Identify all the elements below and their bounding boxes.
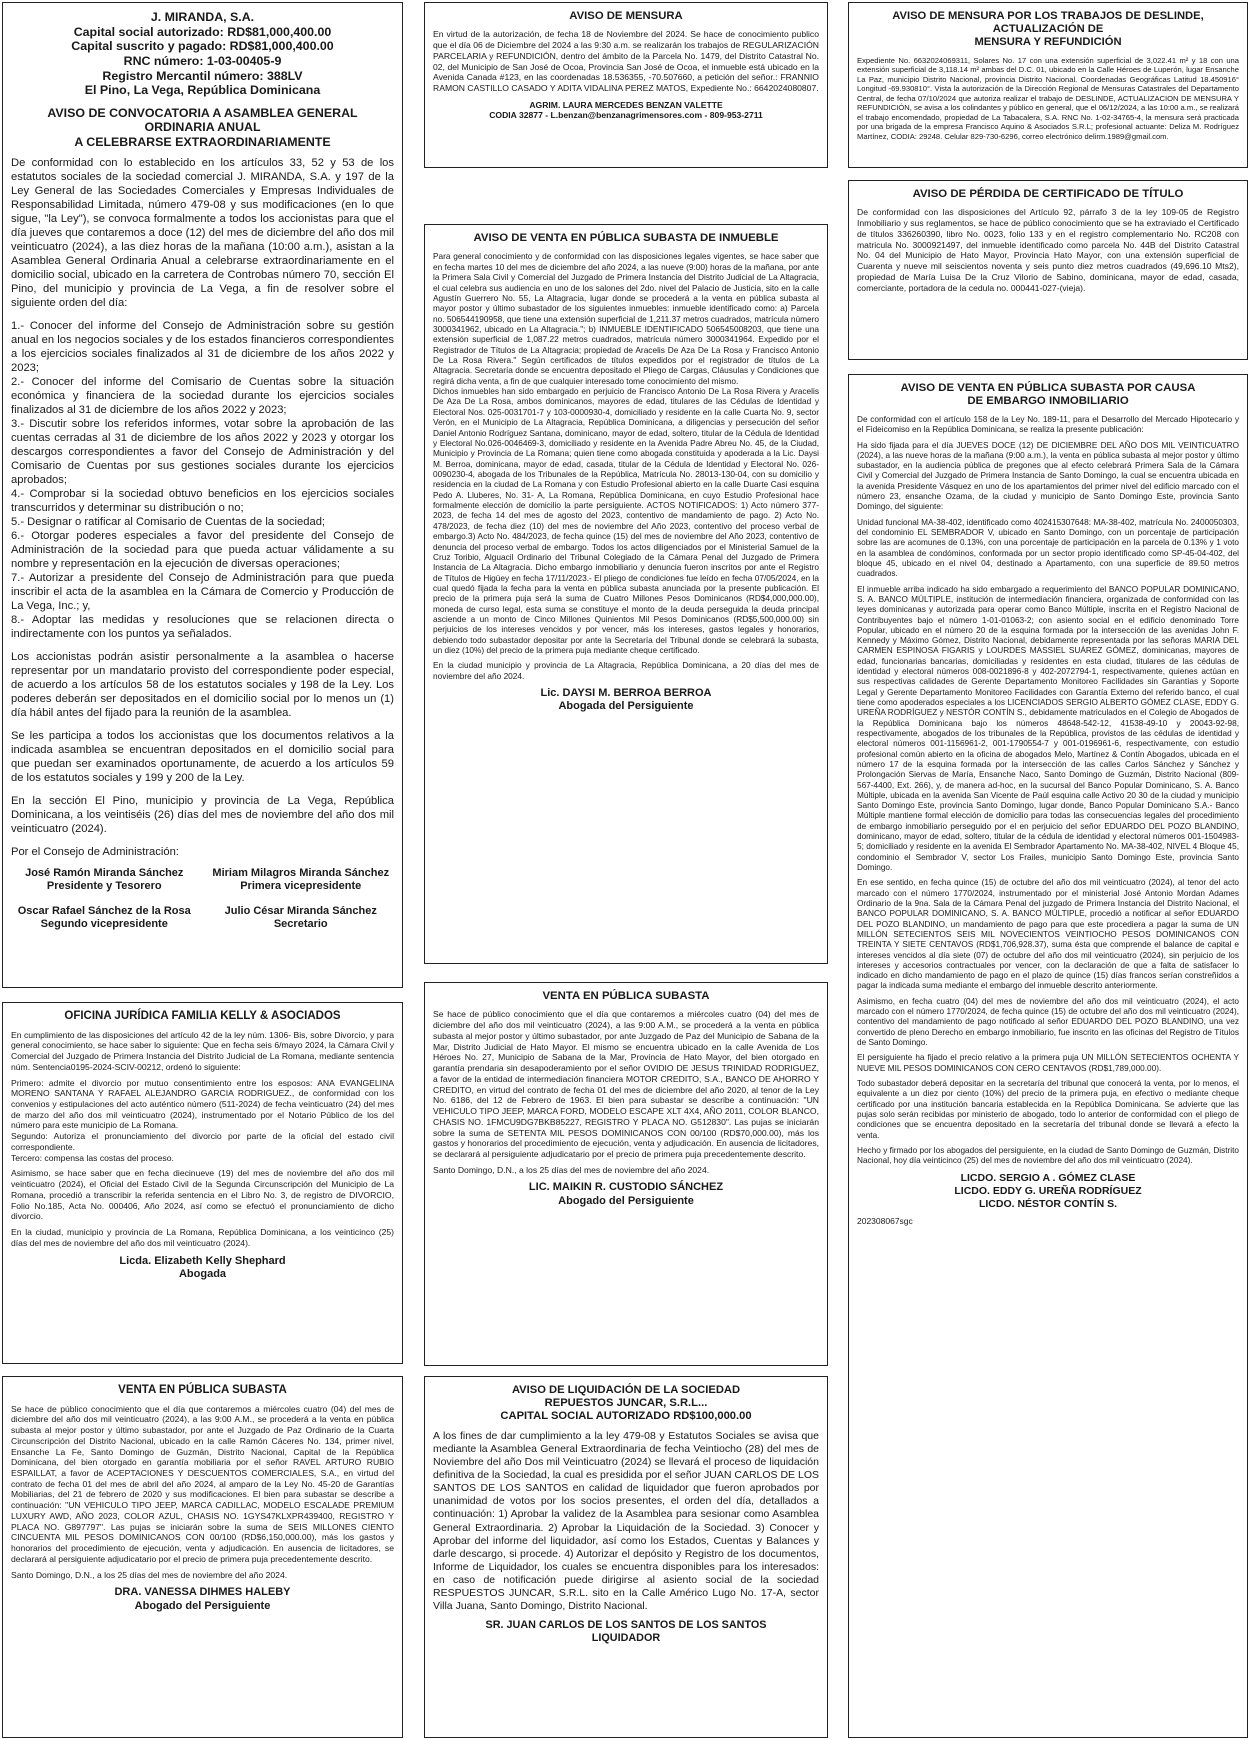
agenda-item: 6.- Otorgar poderes especiales a favor del presidente del Consejo de Administración de la sociedad para que pueda actuar válidamente a su nombre y representación en la ejecución de diversas operaciones; — [11, 529, 394, 570]
paragraph: Unidad funcional MA-38-402, identificado como 402415307648: MA-38-402, matrícula No. 2400050303, del condominio EL SEMBRADOR V, ubicado en Santo Domingo, con un porcentaje de participación sobre las are acomunes de 0.13%, con una porcentaje de participación en la parcela de 0.13% y 1 voto en la asamblea de condóminos, conformada por un sector propio identificado como SP-45-04-402, del bloque 45, ubicado en el nivel 04, destinado a Apartamento, con una superficie de 89.50 metros cuadrados. — [857, 517, 1239, 579]
signature: Licda. Elizabeth Kelly Shephard Abogada — [119, 1254, 286, 1280]
notice-title: AVISO DE MENSURA POR LOS TRABAJOS DE DESLINDE, ACTUALIZACIÓN DE MENSURA Y REFUNDICIÓN — [892, 10, 1204, 49]
notice-title: VENTA EN PÚBLICA SUBASTA — [542, 990, 710, 1002]
notice-body — [857, 207, 1239, 293]
notice-oficina-kelly — [2, 1002, 403, 1364]
agenda-list — [11, 319, 394, 641]
notice-title: AVISO DE LIQUIDACIÓN DE LA SOCIEDAD REPUESTOS JUNCAR, S.R.L... CAPITAL SOCIAL AUTORIZADO RD$100,000.00 — [500, 1384, 752, 1423]
paragraph: Santo Domingo, D.N., a los 25 días del mes de noviembre del año 2024. — [11, 1569, 288, 1580]
notice-body — [11, 1030, 394, 1249]
signer: José Ramón Miranda Sánchez Presidente y Tesorero — [25, 866, 184, 892]
notice-title: VENTA EN PÚBLICA SUBASTA — [118, 1384, 287, 1396]
notice-body — [433, 251, 819, 681]
paragraph: Se hace de público conocimiento que el día que contaremos a miércoles cuatro (04) del mes de diciembre del año dos mil veinticuatro (2024), a las 9:00 A.M., se procederá a la venta en pública subasta al mejor postor y último subastador, por ante el Juzgado de Paz Ordinario de la Cuarta Circunscripción del Distrito Nacional, ubicado en la calle Ramón Cáceres No. 134, primer nivel, Ensanche La Fe, Santo Domingo de Guzmán, Distrito Nacional, Capital de la República Dominicana, del bien otorgado en garantía mobiliaria por el señor RAVEL ARTURO RUBIO ESPAILLAT, a favor de ACEPTACIONES Y DESCUENTOS COMERCIALES, S.A., en virtud del contrato de fecha 01 del mes de abril del año 2024, al amparo de la Ley No. 45-20 de Garantías Mobiliarias, del 21 de febrero de 2020 y sus modificaciones. El bien para subastar se describe a continuación: "UN VEHICULO TIPO JEEP, MARCA CADILLAC, MODELO ESCALADE PREMIUM LUXURY AWD, AÑO 2023, COLOR AZUL, CHASIS NO. 1GYS47KLXPR439400, REGISTRO Y PLACA NO. G897797". Las pujas se iniciarán sobre la suma de SEIS MILLONES CIENTO CINCUENTA MIL PESOS DOMINICANOS CON 00/100 (RD$6,150,000.00), más los gastos y honorarios del procedimiento de ejecución, venta y adjudicación. En ausencia de licitadores, se declarará al persiguiente adjudicatario por el precio de primera puja precedentemente descrito. — [11, 1403, 394, 1564]
paragraph: En virtud de la autorización, de fecha 18 de Noviembre del 2024. Se hace de conocimiento publico que el día 06 de Diciembre del 2024 a las 9:30 a.m. se realizarán los trabajos de REGULARIZACIÓN PARCELARIA y REFUNDICIÓN, dentro del ámbito de la Parcela No. 1479, del Distrito Catastral No. 02, del Municipio de San José de Ocoa, Provincia San José de Ocoa, el inmueble está ubicado en la Avenida Canada #123, en las coordenadas 18.536355, -70.507660, a petición del señor.: FRANNIO RAMON CASTILLO CASADO Y ADITA VIDALINA PEREZ MATOS, Expediente No.: 6642024080807. — [433, 29, 819, 93]
paragraph: Todo subastador deberá depositar en la secretaría del tribunal que conocerá la venta, por lo menos, el equivalente a un diez por ciento (10%) del precio de la primera puja, en efectivo o mediante cheque certificado por una institución bancaria establecida en la República Dominicana. Se advierte que las pujas solo serán recibidas por ministerio de abogado, todo lo anterior de conformidad con el pliego de condiciones que se encuentra depositado en la secretaría del tribunal donde se llevará a efecto la venta. — [857, 1078, 1239, 1140]
paragraph: En cumplimiento de las disposiciones del artículo 42 de la ley núm. 1306- Bis, sobre Divorcio, y para general conocimiento, se hace saber lo siguiente: Que en fecha seis 6/mayo 2024, la Cámara Civil y Comercial del Juzgado de Primera Instancia del Distrito Judicial de La Romana, mediante sentencia núm. Sentencia0195-2024-SCIV-00212, ordenó lo siguiente: — [11, 1029, 394, 1072]
paragraph: Asimismo, se hace saber que en fecha diecinueve (19) del mes de noviembre del año dos mil veinticuatro (2024), el Oficial del Estado Civil de la Segunda Circunscripción del Municipio de La Romana, procedió a transcribir la referida sentencia en el Libro No. 3, de registro de DIVORCIO, Folio No.185, Acta No. 000406, Año 2024, así como se efectuó el pronunciamiento de dicho divorcio. — [11, 1168, 394, 1222]
paragraph: En ese sentido, en fecha quince (15) de octubre del año dos mil veinticuatro (2024), al tenor del acto marcado con el número 1770/2024, instrumentado por el ministerial José Antonio Mordan Adames Ordinario de la 9na. Sala de la Cámara Penal del juzgado de Primera Instancia del Distrito Nacional, el BANCO POPULAR DOMINICANO, S. A. BANCO MÚLTIPLE, procedió a notificar al señor EDUARDO DEL POZO BLANDINO, un mandamiento de pago para que este procediera a pagar la suma de UN MILLÓN SETECIENTOS SEIS MIL NOVECIENTOS VEINTIOCHO PESOS DOMINICANOS CON TREINTA Y SIETE CENTAVOS (RD$1,706,928.37), suma ésta que comprende el balance de capital e intereses vencidos al día siete (07) de octubre del año dos mil veinticuatro (2024), sin perjuicio de los intereses y accesorios contractuales por vencer, con la declaración de que a falta de satisfacer lo indicado en dicho mandamiento de pago en el plazo de quince (15) días francos serían constreñidos a pagar la indicada suma mediante el embargo del inmueble descrito anteriormente. — [857, 878, 1239, 991]
notice-venta-subasta-cadillac — [2, 1376, 403, 1738]
signers-grid — [11, 867, 394, 932]
signer: Julio César Miranda Sánchez Secretario — [224, 905, 377, 931]
paragraph: Se hace de público conocimiento que el día que contaremos a miércoles cuatro (04) del mes de diciembre del año dos mil veinticuatro (2024), a las 9:00 A.M., se procederá a la venta en pública subasta al mejor postor y último subastador, por ante Juzgado de Paz del Municipio de Sabana de la Mar, Distrito Judicial de Hato Mayor. El mismo se encuentra ubicado en la calle Avenida de Los Héroes No. 27, Municipio de Sabana de la Mar, Provincia de Hato Mayor, del bien otorgado en garantía prendaria sin desapoderamiento por el señor OVIDIO DE JESUS TRINIDAD RODRIGUEZ, a favor de la entidad de intermediación financiera MOTOR CREDITO, S.A., BANCO DE AHORRO Y CREDITO, en virtud del contrato de fecha 01 del mes de diciembre del año 2020, al tenor de la Ley No. 6186, del 12 de Febrero de 1963. El bien para subastar se describe a continuación: "UN VEHICULO TIPO JEEP, MARCA FORD, MODELO ESCAPE XLT 4X4, AÑO 2011, COLOR BLANCO, CHASIS NO. 1FMCU9DG7BKB85227, REGISTRO Y PLACA NO. G512830". Las pujas se iniciarán sobre la suma de SETENTA MIL PESOS DOMINICANOS CON 00/100 (RD$70,000.00), más los gastos y honorarios del procedimiento de ejecución, venta y adjudicación. En ausencia de licitadores, se declarará al persiguiente adjudicatario por el precio de primera puja precedentemente descrito. — [433, 1009, 819, 1159]
notice-embargo-inmobiliario — [848, 374, 1248, 1738]
notice-body — [11, 156, 394, 859]
notice-liquidacion-juncar — [424, 1376, 828, 1738]
paragraph: Expediente No. 6632024069311, Solares No. 17 con una extensión superficial de 3,022.41 m² y 18 con una extensión superficial de 3,118.14 m² ambas del D.C. 01, ubicado en la Calle Héroes de Luperón, lugar Ensanche La Paz, municipio Distrito Nacional, provincia Distrito Nacional. Coordenadas Geográficas Latitud 18.450916° Longitud -69.930810°. Vista la autorización de la Dirección Regional de Mensuras Catastrales del Departamento Central, de fecha 07/10/2024 que autoriza realizar el trabajo de DESLINDE, ACTUALIZACION DE MENSURA Y REFUNDICIÓN, se avisa a los colindantes y público en general, que el 06/12/2024, a las 10:00 a.m., se realizará el trabajo encomendado, propiedad de La Tabacalera, S.A. RNC No. 1-02-34765-4, la mensura será practicada por una brigada de la empresa Francisco Aquino & Asociados S.R.L; profesional actuante: Deliza M. Rodríguez Martínez, CODIA: 29248. Celular 829-730-6296, correo electrónico delirm.1989@gmail.com. — [857, 55, 1239, 141]
intro-paragraph: De conformidad con lo establecido en los artículos 33, 52 y 53 de los estatutos sociales de la sociedad comercial J. MIRANDA, S.A. y 197 de la Ley General de las Sociedades Comerciales y Empresas Individuales de Responsabilidad Limitada, número 479-08 y sus modificaciones (en lo que sigue, "la Ley"), se convoca formalmente a todos los accionistas para que el día jueves que contaremos a doce (12) del mes de diciembre del año dos mil veinticuatro (2024), a las diez horas de la mañana (10:00 a.m.), asistan a la Asamblea General Ordinaria Anual a celebrarse extraordinariamente en el domicilio social, ubicado en la carretera de Controbas número 70, sección El Pino, del municipio y provincia de La Vega, a fin de resolver sobre el siguiente orden del día: — [11, 156, 394, 309]
agenda-item: 4.- Comprobar si la sociedad obtuvo beneficios en los ejercicios sociales transcurridos y determinar su distribución o no; — [11, 487, 394, 514]
notice-venta-subasta-ford — [424, 982, 828, 1366]
notice-title: AVISO DE PÉRDIDA DE CERTIFICADO DE TÍTULO — [912, 188, 1184, 200]
paragraph: De conformidad con el artículo 158 de la Ley No. 189-11, para el Desarrollo del Mercado Hipotecario y el Fideicomiso en la República Dominicana, se realiza la presente publicación: — [857, 414, 1239, 435]
paragraph: El inmueble arriba indicado ha sido embargado a requerimiento del BANCO POPULAR DOMINICANO, S. A. BANCO MÚLTIPLE, institución de intermediación financiera, organizada de conformidad con las leyes dominicanas y autorizada para operar como Banco Múltiple, inscrita en el Registro Nacional de Contribuyentes bajo el número 1-01-01063-2; con asiento social en el edificio denominado Torre Popular, ubicado en el número 20 de la esquina formada por la intersección de las avenidas John F. Kennedy y Máximo Gómez, Distrito Nacional, debidamente representada por las señoras MARIA DEL CARMEN ESPINOSA FIGARIS y LOURDES MASSIEL SUÁREZ GÓMEZ, dominicanas, mayores de edad, funcionarias bancarias, domiciliadas y residentes en esta ciudad, titulares de las cédulas de identidad y electoral números 008-0021896-8 y 402-2072794-1, respectivamente, quienes actúan en sus respectivas calidades de Gerente Departamento Monitoreo Facilidades sin Garantías y Soporte Legal y Gerente Departamento Monitoreo Facilidades con Garantía Externo del referido banco, el cual tiene como apoderados especiales a los LICENCIADOS SERGIO ALBERTO GÓMEZ CLASE, EDDY G. UREÑA RODRÍGUEZ y NESTÓR CONTÍN S., debidamente matriculados en el Colegio de Abogados de la República Dominicana bajo los números 48648-542-12, 41538-49-10 y 20043-92-98, respectivamente, abogados de los tribunales de la República, provistos de las cédulas de identidad y electoral números 001-1156961-2, 001-1790554-7 y 001-0196961-6, respectivamente, con estudio profesional común abierto en la oficina de abogados Melo, Martínez & Contín Abogados, ubicada en el número 17 de la esquina formada por la intersección de las calles Carlos Sánchez y Sánchez y Prolongación Siervas de María, Ensanche Naco, Santo Domingo de Guzmán, Distrito Nacional (809-567-4400, Ext. 266), y, de manera ad-hoc, en la sucursal del Banco Popular Dominicano, S. A. Banco Múltiple, ubicada en la avenida San Vicente de Paúl esquina calle Activo 20 30 de la ciudad y municipio Santo Domingo Este, provincia Santo Domingo, lugar donde, Banco Popular Dominicano S.A.- Banco Múltiple mantiene formal elección de domicilio para todas las consecuencias legales del procedimiento de embargo inmobiliario perseguido por el en perjuicio del señor EDUARDO DEL POZO BLANDINO, dominicano, mayor de edad, soltero, titular de la cédula de identidad y electoral números 001-1504983-5; domiciliado y residente en la avenida El Sembrador Apartamento No. MA-38-402, NIVEL 4 Bloque 45, condominio el Sembrador V, sector Los Frailes, municipio Santo Domingo Este, provincia Santo Domingo. — [857, 584, 1239, 873]
signature: AGRIM. LAURA MERCEDES BENZAN VALETTE CODIA 32877 - L.benzan@benzanagrimensores.com - 809-953-2711 — [489, 99, 763, 121]
agenda-item: 5.- Designar o ratificar al Comisario de Cuentas de la sociedad; — [11, 515, 326, 528]
notice-body — [433, 1009, 819, 1175]
signer: Oscar Rafael Sánchez de la Rosa Segundo vicepresidente — [17, 905, 191, 931]
signer: Miriam Milagros Miranda Sánchez Primera vicepresidente — [212, 866, 390, 892]
paragraph: En la ciudad, municipio y provincia de La Romana, República Dominicana, a los veinticinco (25) días del mes de noviembre del año dos mil veinticuatro (2024). — [11, 1227, 394, 1248]
notice-title: AVISO DE VENTA EN PÚBLICA SUBASTA POR CAUSA DE EMBARGO INMOBILIARIO — [900, 382, 1196, 408]
paragraph: Hecho y firmado por los abogados del persiguiente, en la ciudad de Santo Domingo de Guzmán, Distrito Nacional, hoy día veinticinco (25) del mes de noviembre del año dos mil veinticuatro (2024). — [857, 1145, 1239, 1166]
notice-body — [433, 1430, 819, 1614]
paragraph: Ha sido fijada para el día JUEVES DOCE (12) DE DICIEMBRE DEL AÑO DOS MIL VEINTICUATRO (2024), a las nueve horas de la mañana (9:00 a.m.), la venta en pública subasta al mejor postor y último subastador, en la audiencia pública de pregones que al efecto celebrará Primera Sala de la Cámara Civil y Comercial del Juzgado de Primera Instancia de Santo Domingo, la cual se encuentra ubicada en la avenida Presidente Vásquez en uno de los apartamientos del primer nivel del edificio marcado con el número 23, ensanche Ozama, de la ciudad y municipio de Santo Domingo Este, provincia Santo Domingo, del siguiente: — [857, 440, 1239, 512]
notice-asamblea-j-miranda — [2, 2, 403, 988]
paragraph: De conformidad con las disposiciones del Artículo 92, párrafo 3 de la ley 109-05 de Registro Inmobiliario y sus reglamentos, se hace de público conocimiento que se ha extraviado el Certificado de títulos 336260390, libro No. 0023, folio 133 y en el registro complementario No. RC208 con matricula No. 3000921497, del inmueble identificado como parcela No. 44B del Distrito Catastral No. 04 del Municipio de Hato Mayor, Provincia Hato Mayor, con una extensión superficial de Cuarenta y nueve mil seiscientos noventa y seis punto diez metros cuadrados (49,696.10 Mts2), propiedad de María Luisa De la Cruz Vilorio de Sabino, dominicana, mayor de edad, casada, comerciante, portadora de la cedula no. 000441-027-(vieja). — [857, 207, 1239, 293]
signature: Lic. DAYSI M. BERROA BERROA Abogada del Persiguiente — [540, 687, 712, 713]
notice-body — [857, 415, 1239, 1167]
notice-perdida-certificado — [848, 180, 1248, 360]
agenda-item: 2.- Conocer del informe del Comisario de Cuentas sobre la situación económica y financiera de la sociedad durante los ejercicios sociales finalizados al 31 de diciembre de los años 2022 y 2023; — [11, 375, 394, 416]
date-paragraph: En la sección El Pino, municipio y provincia de La Vega, República Dominicana, a los veintiséis (26) días del mes de noviembre del año dos mil veinticuatro (2024). — [11, 794, 394, 835]
company-header: J. MIRANDA, S.A. Capital social autorizado: RD$81,000,400.00 Capital suscrito y pagado: RD$81,000,400.00 RNC número: 1-03-00405-9 Registro Mercantil número: 388LV El Pino, La Vega, República Dominicana — [71, 10, 334, 98]
agenda-item: 8.- Adoptar las medidas y resoluciones que se relacionen directa o indirectamente con los puntos ya señalados. — [11, 613, 394, 640]
notice-body — [11, 1404, 394, 1581]
notice-aviso-mensura — [424, 2, 828, 168]
representation-paragraph: Los accionistas podrán asistir personalmente a la asamblea o hacerse representar por un mandatario provisto del correspondiente poder especial, de acuerdo a los artículos 58 de los estatutos sociales y 198 de la Ley. Los poderes deberán ser depositados en el domicilio social por lo menos un (1) día hábil antes del fijado para la reunión de la asamblea. — [11, 650, 394, 719]
agenda-item: 7.- Autorizar a presidente del Consejo de Administración para que pueda inscribir el acta de la asamblea en la Cámara de Comercio y Producción de La Vega, Inc.; y, — [11, 571, 394, 612]
documents-paragraph: Se les participa a todos los accionistas que los documentos relativos a la indicada asamblea se encuentran depositados en el domicilio social para que puedan ser examinados oportunamente, de acuerdo a los artículos 59 de los estatutos sociales y 199 y 200 de la Ley. — [11, 729, 394, 784]
notice-title: OFICINA JURÍDICA FAMILIA KELLY & ASOCIADOS — [64, 1010, 341, 1022]
notice-title: AVISO DE MENSURA — [569, 10, 683, 22]
notice-venta-subasta-inmueble — [424, 224, 828, 964]
paragraph: Asimismo, en fecha cuatro (04) del mes de noviembre del año dos mil veinticuatro (2024), el acto marcado con el número 1770/2024, de fecha quince (15) de octubre del año dos mil veinticuatro (2024), contentivo del mandamiento de pago notificado al señor EDUARDO DEL POZO BLANDINO, una vez convertido de pleno Derecho en embargo inmobiliario, fue inscrito en las oficinas del Registro de Títulos de Santo Domingo. — [857, 996, 1239, 1048]
board-line: Por el Consejo de Administración: — [11, 845, 179, 858]
paragraph: En la ciudad municipio y provincia de La Altagracia, República Dominicana, a 20 días del mes de noviembre del año 2024. — [433, 660, 819, 681]
signature: SR. JUAN CARLOS DE LOS SANTOS DE LOS SANTOS LIQUIDADOR — [485, 1619, 767, 1645]
paragraph: El persiguiente ha fijado el precio relativo a la primera puja UN MILLÓN SETECIENTOS OCHENTA Y NUEVE MIL PESOS DOMINICANOS CON CERO CENTAVOS (RD$1,789,000.00). — [857, 1053, 1239, 1073]
paragraph: Para general conocimiento y de conformidad con las disposiciones legales vigentes, se hace saber que en fecha martes 10 del mes de diciembre del año 2024, a las nueve (9:00) horas de la mañana, por ante la Primera Sala Civil y Comercial del Juzgado de Primera Instancia del Distrito Judicial de La Altagracia, el cual celebra sus audiencia en uno de los salones del 2do. nivel del Palacio de Justicia, sito en la calle Agustín Guerrero No. 55, La Altagracia, lugar donde se procederá a la venta en pública subasta al mayor postor y último subastador de los siguientes inmuebles: inmueble identificado como: a) Parcela no. 506544190958, que tiene una extensión superficial de 1,211.37 metros cuadrados, matrícula número 3000341962, ubicado en La Altagracia."; b) INMUEBLE IDENTIFICADO 506545008203, que tiene una extensión superficial de 1,087.22 metros cuadrados, matrícula número 3000341964. Expedido por el Registrador de Títulos de La Altagracia; propiedad de Aracelis De Aza De La Rosa y Francisco Antonio De La Rosa Rivera." Según certificados de títulos expedidos por el registrador de títulos de La Altagracia. Secretaría donde se encuentra depositado el Pliego de Cargas, Cláusulas y Condiciones que regirá dicha venta, a fin de que cualquier interesado tome conocimiento del mismo. Dichos inmuebles han sido embargado en perjuicio de Francisco Antonio De La Rosa Rivera y Aracelis De Aza De La Rosa, ambos dominicanos, mayores de edad, titulares de las Cédulas de Identidad y Electoral Nos. 025-0031701-7 y 103-0000930-4, domiciliado y residente en la calle Cuarta No. 9, sector Verón, en el Municipio de La Altagracia, República Dominicana, a diligencias y persecución del señor Daniel Antonio Rodríguez Santana, dominicano, mayor de edad, soltero, titular de la Cédula de Identidad y Electoral No.026-0046469-3, domiciliado y residente en la Avenida Padre Abreu No. 45, de la Ciudad, Municipio y Provincia de La Romana; quien tiene como abogada constituida y apoderada a la Lic. Daysi M. Berroa, dominicana, mayor de edad, casada, titular de la Cédula de Identidad y Electoral No. 026-0090230-4, abogada de los Tribunales de la República, Matrícula No. 28013-130-04, con su domicilio y residencia en la ciudad de La Romana y con Estudio Profesional abierto en la calle Duarte Casi esquina Pedo A. Lluberes, No. 31- A, La Romana, República Dominicana, en cuyo Estudio Profesional hace formalmente elección de domicilio la parte persiguiente. ACTOS NOTIFICADOS: 1) Acto número 377-2023, de fecha 14 del mes de agosto del 2023, contentivo de mandamiento de pago. 2) Acto No. 478/2023, de fecha diez (10) del mes de noviembre del Año 2023, contentivo del proceso verbal de embargo.3) Acto No. 484/2023, de fecha quince (15) del mes de noviembre del Año 2023, contentivo de denuncia del proceso verbal de embargo. Todos los actos diligenciados por el Ministerial Samuel de la Cruz Toribio, Alguacil Ordinario del Tribunal Colegiado de la Cámara Penal del Juzgado de Primera Instancia de La Altagracia. Dicho embargo inmobiliario y denuncia fueron inscritos por ante el Registro de Títulos de Higüey en fecha 17/11/2023.- El pliego de condiciones fue leído en fecha 07/05/2024, en la cual quedó fijada la fecha para la venta en pública subasta anunciada por la presente publicación. El precio de la primera puja será la suma de Cuatro Millones Pesos Dominicanos (RD$4,000,000.00), moneda de curso legal, esta suma se constituye el monto de la deuda perseguida la deuda principal asciende a un monto de Cinco Millones Quinientos Mil Pesos Dominicanos (RD$5,500,000.00) sin perjuicios de los intereses vencidos y por vencer, más los intereses, gastos legales y honorarios, debiendo todo subastador depositar por ante la Secretaría del Tribunal donde se celebrará la subasta, un diez (10%) del precio de la primera puja mediante cheque certificado. — [433, 251, 819, 656]
signature: DRA. VANESSA DIHMES HALEBY Abogado del Persiguiente — [114, 1586, 291, 1612]
notice-body — [857, 56, 1239, 141]
signature: LICDO. SERGIO A . GÓMEZ CLASE LICDO. EDDY G. UREÑA RODRÍGUEZ LICDO. NÉSTOR CONTÍN S. — [954, 1172, 1142, 1210]
paragraph: A los fines de dar cumplimiento a la ley 479-08 y Estatutos Sociales se avisa que mediante la Asamblea General Extraordinaria de fecha Veintiocho (28) del mes de Noviembre del año Dos mil Veinticuatro (2024) se llevará el proceso de liquidación definitiva de la Sociedad, la cual es presidida por el señor JUAN CARLOS DE LOS SANTOS DE LOS SANTOS en calidad de liquidador que fueron aprobados por unanimidad de votos por los socios presentes, el orden del día, detallados a continuación: 1) Aprobar la validez de la Asamblea para sesionar como Asamblea General Extraordinaria. 2) Aprobar la Liquidación de la Sociedad. 3) Conocer y Aprobar del informe del liquidador, así como los Estados, Cuentas y Balances y darle descargo, si procede. 4) Autorizar el depósito y Registro de los documentos, Informe de Liquidador, los cuales se encuentra disponibles para los interesados: en caso de notificación puede dirigirse al asiento social de la sociedad RESPUESTOS JUNCAR, S.R.L. sito en la Calle Américo Lugo No. 17-A, sector Villa Juana, Santo Domingo, Distrito Nacional. — [433, 1429, 819, 1613]
agenda-item: 3.- Discutir sobre los referidos informes, votar sobre la aprobación de las cuentas cerradas al 31 de diciembre de los años 2022 y 2023 y otorgar los descargos correspondientes a favor del Consejo de Administración y del Comisario de Cuentas por sus gestiones sociales durante los ejercicios aprobados; — [11, 417, 394, 486]
notice-mensura-deslinde — [848, 2, 1248, 168]
reference-code: 202308067sgc — [857, 1216, 913, 1227]
agenda-item: 1.- Conocer del informe del Consejo de Administración sobre su gestión anual en los negocios sociales y de los estados financieros correspondientes a los ejercicios sociales finalizados al 31 de diciembre de los años 2022 y 2023; — [11, 319, 394, 374]
paragraph: Santo Domingo, D.N., a los 25 días del mes de noviembre del año 2024. — [433, 1164, 710, 1175]
signature: LIC. MAIKIN R. CUSTODIO SÁNCHEZ Abogado del Persiguiente — [528, 1181, 724, 1207]
notice-body — [433, 29, 819, 93]
paragraph: Primero: admite el divorcio por mutuo consentimiento entre los esposos: ANA EVANGELINA MORENO SANTANA Y RAFAEL ALEJANDRO GARCIA RODRIGUEZ., de conformidad con los convenios y estipulaciones del acto auténtico número (511-2024) de fecha veinticuatro (24) del mes de marzo del año dos mil veinticuatro (2024), instrumentado por el Notario Público de los del número para este municipio de La Romana. Segundo: Autoriza el pronunciamiento del divorcio por parte de la oficial del estado civil correspondiente. Tercero: compensa las costas del proceso. — [11, 1077, 394, 1163]
notice-title: AVISO DE CONVOCATORIA A ASAMBLEA GENERAL ORDINARIA ANUAL A CELEBRARSE EXTRAORDINARIAMENTE — [47, 105, 358, 149]
notice-title: AVISO DE VENTA EN PÚBLICA SUBASTA DE INMUEBLE — [473, 232, 779, 244]
